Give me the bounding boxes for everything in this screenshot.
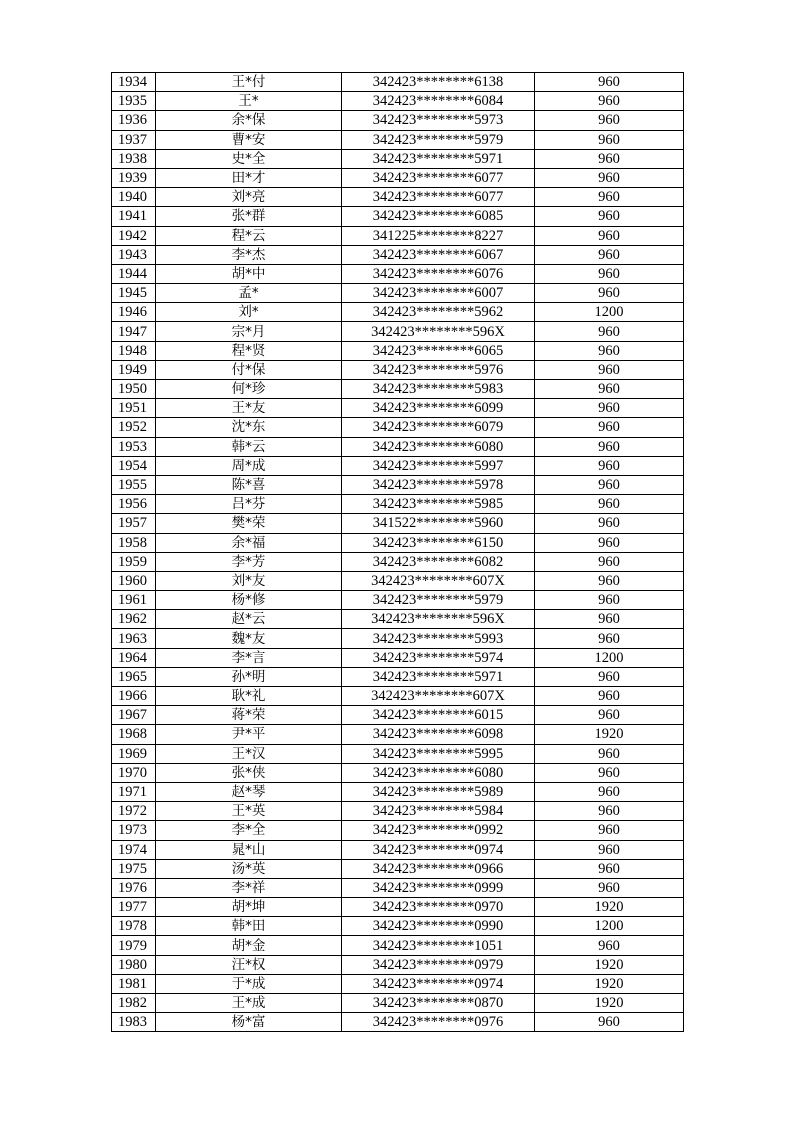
id-number-cell: 342423********5984 (342, 802, 535, 821)
amount-cell: 960 (535, 380, 684, 399)
id-number-cell: 342423********5971 (342, 149, 535, 168)
table-row (112, 840, 684, 859)
roster-table-body (112, 73, 684, 1032)
id-number-cell: 342423********5989 (342, 782, 535, 801)
id-number-cell: 342423********6007 (342, 284, 535, 303)
roster-table (111, 72, 684, 1032)
amount-cell: 960 (535, 418, 684, 437)
name-cell: 余*保 (156, 111, 342, 130)
name-cell: 杨*修 (156, 591, 342, 610)
id-number-cell: 342423********5976 (342, 360, 535, 379)
name-cell: 晁*山 (156, 840, 342, 859)
id-number-cell: 342423********0990 (342, 917, 535, 936)
table-row (112, 92, 684, 111)
table-row (112, 399, 684, 418)
name-cell: 胡*中 (156, 264, 342, 283)
table-row (112, 322, 684, 341)
id-number-cell: 342423********0974 (342, 974, 535, 993)
id-number-cell: 342423********6084 (342, 92, 535, 111)
row-number-cell: 1957 (112, 514, 156, 533)
amount-cell: 960 (535, 245, 684, 264)
amount-cell: 1200 (535, 917, 684, 936)
name-cell: 曹*安 (156, 130, 342, 149)
amount-cell: 960 (535, 533, 684, 552)
row-number-cell: 1940 (112, 188, 156, 207)
row-number-cell: 1941 (112, 207, 156, 226)
table-row (112, 245, 684, 264)
table-row (112, 303, 684, 322)
amount-cell: 1920 (535, 725, 684, 744)
amount-cell: 960 (535, 475, 684, 494)
row-number-cell: 1981 (112, 974, 156, 993)
table-row (112, 168, 684, 187)
amount-cell: 960 (535, 1013, 684, 1032)
id-number-cell: 342423********5997 (342, 456, 535, 475)
row-number-cell: 1936 (112, 111, 156, 130)
table-row (112, 380, 684, 399)
amount-cell: 960 (535, 610, 684, 629)
amount-cell: 960 (535, 591, 684, 610)
table-row (112, 898, 684, 917)
row-number-cell: 1934 (112, 73, 156, 92)
name-cell: 张*侠 (156, 763, 342, 782)
table-row (112, 667, 684, 686)
amount-cell: 960 (535, 495, 684, 514)
name-cell: 韩*云 (156, 437, 342, 456)
id-number-cell: 342423********5978 (342, 475, 535, 494)
row-number-cell: 1935 (112, 92, 156, 111)
id-number-cell: 342423********0999 (342, 878, 535, 897)
name-cell: 韩*田 (156, 917, 342, 936)
name-cell: 胡*金 (156, 936, 342, 955)
table-row (112, 687, 684, 706)
row-number-cell: 1952 (112, 418, 156, 437)
name-cell: 尹*平 (156, 725, 342, 744)
table-row (112, 533, 684, 552)
row-number-cell: 1970 (112, 763, 156, 782)
name-cell: 李*杰 (156, 245, 342, 264)
id-number-cell: 342423********5973 (342, 111, 535, 130)
id-number-cell: 342423********0992 (342, 821, 535, 840)
id-number-cell: 342423********6138 (342, 73, 535, 92)
id-number-cell: 341225********8227 (342, 226, 535, 245)
table-row (112, 475, 684, 494)
amount-cell: 960 (535, 207, 684, 226)
row-number-cell: 1973 (112, 821, 156, 840)
row-number-cell: 1969 (112, 744, 156, 763)
name-cell: 余*福 (156, 533, 342, 552)
table-row (112, 111, 684, 130)
amount-cell: 960 (535, 514, 684, 533)
amount-cell: 960 (535, 744, 684, 763)
amount-cell: 960 (535, 264, 684, 283)
row-number-cell: 1962 (112, 610, 156, 629)
row-number-cell: 1972 (112, 802, 156, 821)
id-number-cell: 342423********5979 (342, 130, 535, 149)
name-cell: 张*群 (156, 207, 342, 226)
table-row (112, 725, 684, 744)
amount-cell: 960 (535, 130, 684, 149)
name-cell: 程*云 (156, 226, 342, 245)
amount-cell: 960 (535, 802, 684, 821)
name-cell: 沈*东 (156, 418, 342, 437)
id-number-cell: 342423********5962 (342, 303, 535, 322)
row-number-cell: 1959 (112, 552, 156, 571)
name-cell: 付*保 (156, 360, 342, 379)
row-number-cell: 1982 (112, 994, 156, 1013)
table-row (112, 495, 684, 514)
amount-cell: 960 (535, 821, 684, 840)
amount-cell: 960 (535, 360, 684, 379)
name-cell: 孙*明 (156, 667, 342, 686)
id-number-cell: 342423********6082 (342, 552, 535, 571)
name-cell: 田*才 (156, 168, 342, 187)
amount-cell: 960 (535, 782, 684, 801)
id-number-cell: 342423********6079 (342, 418, 535, 437)
id-number-cell: 342423********0870 (342, 994, 535, 1013)
name-cell: 王*成 (156, 994, 342, 1013)
name-cell: 吕*芬 (156, 495, 342, 514)
name-cell: 胡*坤 (156, 898, 342, 917)
name-cell: 李*全 (156, 821, 342, 840)
row-number-cell: 1939 (112, 168, 156, 187)
table-row (112, 706, 684, 725)
name-cell: 王*汉 (156, 744, 342, 763)
row-number-cell: 1967 (112, 706, 156, 725)
id-number-cell: 342423********5971 (342, 667, 535, 686)
row-number-cell: 1978 (112, 917, 156, 936)
row-number-cell: 1953 (112, 437, 156, 456)
row-number-cell: 1937 (112, 130, 156, 149)
amount-cell: 960 (535, 629, 684, 648)
row-number-cell: 1971 (112, 782, 156, 801)
row-number-cell: 1980 (112, 955, 156, 974)
table-row (112, 629, 684, 648)
name-cell: 耿*礼 (156, 687, 342, 706)
table-row (112, 341, 684, 360)
table-row (112, 437, 684, 456)
name-cell: 李*言 (156, 648, 342, 667)
amount-cell: 960 (535, 399, 684, 418)
amount-cell: 960 (535, 168, 684, 187)
row-number-cell: 1983 (112, 1013, 156, 1032)
row-number-cell: 1963 (112, 629, 156, 648)
row-number-cell: 1956 (112, 495, 156, 514)
id-number-cell: 342423********596X (342, 322, 535, 341)
amount-cell: 960 (535, 149, 684, 168)
name-cell: 汪*权 (156, 955, 342, 974)
id-number-cell: 342423********1051 (342, 936, 535, 955)
row-number-cell: 1951 (112, 399, 156, 418)
id-number-cell: 342423********5983 (342, 380, 535, 399)
id-number-cell: 342423********6065 (342, 341, 535, 360)
id-number-cell: 342423********6077 (342, 188, 535, 207)
table-row (112, 418, 684, 437)
table-row (112, 149, 684, 168)
name-cell: 宗*月 (156, 322, 342, 341)
name-cell: 刘*友 (156, 571, 342, 590)
row-number-cell: 1947 (112, 322, 156, 341)
id-number-cell: 341522********5960 (342, 514, 535, 533)
table-row (112, 917, 684, 936)
name-cell: 赵*云 (156, 610, 342, 629)
name-cell: 杨*富 (156, 1013, 342, 1032)
id-number-cell: 342423********607X (342, 687, 535, 706)
table-row (112, 226, 684, 245)
amount-cell: 960 (535, 571, 684, 590)
name-cell: 刘* (156, 303, 342, 322)
id-number-cell: 342423********607X (342, 571, 535, 590)
name-cell: 史*全 (156, 149, 342, 168)
amount-cell: 960 (535, 284, 684, 303)
amount-cell: 960 (535, 437, 684, 456)
row-number-cell: 1961 (112, 591, 156, 610)
table-row (112, 591, 684, 610)
id-number-cell: 342423********5979 (342, 591, 535, 610)
name-cell: 赵*琴 (156, 782, 342, 801)
row-number-cell: 1966 (112, 687, 156, 706)
id-number-cell: 342423********6080 (342, 437, 535, 456)
amount-cell: 960 (535, 840, 684, 859)
table-row (112, 763, 684, 782)
amount-cell: 960 (535, 111, 684, 130)
name-cell: 王*友 (156, 399, 342, 418)
id-number-cell: 342423********6015 (342, 706, 535, 725)
row-number-cell: 1944 (112, 264, 156, 283)
name-cell: 汤*英 (156, 859, 342, 878)
id-number-cell: 342423********5995 (342, 744, 535, 763)
table-row (112, 936, 684, 955)
id-number-cell: 342423********5974 (342, 648, 535, 667)
name-cell: 于*成 (156, 974, 342, 993)
name-cell: 李*芳 (156, 552, 342, 571)
amount-cell: 1200 (535, 303, 684, 322)
amount-cell: 960 (535, 936, 684, 955)
row-number-cell: 1955 (112, 475, 156, 494)
name-cell: 魏*友 (156, 629, 342, 648)
table-row (112, 1013, 684, 1032)
name-cell: 周*成 (156, 456, 342, 475)
amount-cell: 960 (535, 456, 684, 475)
id-number-cell: 342423********6076 (342, 264, 535, 283)
amount-cell: 960 (535, 226, 684, 245)
table-row (112, 878, 684, 897)
id-number-cell: 342423********0974 (342, 840, 535, 859)
row-number-cell: 1945 (112, 284, 156, 303)
name-cell: 刘*亮 (156, 188, 342, 207)
table-row (112, 802, 684, 821)
id-number-cell: 342423********6098 (342, 725, 535, 744)
row-number-cell: 1938 (112, 149, 156, 168)
amount-cell: 960 (535, 73, 684, 92)
table-row (112, 859, 684, 878)
name-cell: 孟* (156, 284, 342, 303)
amount-cell: 960 (535, 763, 684, 782)
id-number-cell: 342423********5985 (342, 495, 535, 514)
row-number-cell: 1977 (112, 898, 156, 917)
id-number-cell: 342423********6099 (342, 399, 535, 418)
table-row (112, 974, 684, 993)
table-row (112, 360, 684, 379)
amount-cell: 960 (535, 706, 684, 725)
name-cell: 王* (156, 92, 342, 111)
amount-cell: 960 (535, 322, 684, 341)
id-number-cell: 342423********0966 (342, 859, 535, 878)
table-row (112, 207, 684, 226)
id-number-cell: 342423********6085 (342, 207, 535, 226)
amount-cell: 960 (535, 667, 684, 686)
table-row (112, 130, 684, 149)
table-row (112, 994, 684, 1013)
table-row (112, 571, 684, 590)
id-number-cell: 342423********6080 (342, 763, 535, 782)
id-number-cell: 342423********596X (342, 610, 535, 629)
table-row (112, 73, 684, 92)
table-row (112, 744, 684, 763)
row-number-cell: 1954 (112, 456, 156, 475)
table-row (112, 264, 684, 283)
table-row (112, 610, 684, 629)
row-number-cell: 1950 (112, 380, 156, 399)
amount-cell: 960 (535, 188, 684, 207)
id-number-cell: 342423********5993 (342, 629, 535, 648)
row-number-cell: 1946 (112, 303, 156, 322)
name-cell: 何*珍 (156, 380, 342, 399)
amount-cell: 960 (535, 878, 684, 897)
amount-cell: 960 (535, 859, 684, 878)
row-number-cell: 1942 (112, 226, 156, 245)
row-number-cell: 1964 (112, 648, 156, 667)
amount-cell: 960 (535, 552, 684, 571)
amount-cell: 960 (535, 687, 684, 706)
row-number-cell: 1975 (112, 859, 156, 878)
name-cell: 王*英 (156, 802, 342, 821)
amount-cell: 1920 (535, 974, 684, 993)
row-number-cell: 1976 (112, 878, 156, 897)
row-number-cell: 1960 (112, 571, 156, 590)
table-row (112, 284, 684, 303)
amount-cell: 1200 (535, 648, 684, 667)
row-number-cell: 1943 (112, 245, 156, 264)
row-number-cell: 1968 (112, 725, 156, 744)
name-cell: 李*祥 (156, 878, 342, 897)
table-row (112, 648, 684, 667)
table-row (112, 552, 684, 571)
amount-cell: 1920 (535, 955, 684, 974)
table-row (112, 188, 684, 207)
table-row (112, 821, 684, 840)
row-number-cell: 1979 (112, 936, 156, 955)
amount-cell: 1920 (535, 994, 684, 1013)
name-cell: 程*贤 (156, 341, 342, 360)
id-number-cell: 342423********0970 (342, 898, 535, 917)
amount-cell: 960 (535, 92, 684, 111)
row-number-cell: 1958 (112, 533, 156, 552)
table-row (112, 514, 684, 533)
id-number-cell: 342423********6150 (342, 533, 535, 552)
name-cell: 王*付 (156, 73, 342, 92)
amount-cell: 960 (535, 341, 684, 360)
id-number-cell: 342423********6077 (342, 168, 535, 187)
id-number-cell: 342423********0976 (342, 1013, 535, 1032)
id-number-cell: 342423********0979 (342, 955, 535, 974)
row-number-cell: 1949 (112, 360, 156, 379)
name-cell: 樊*荣 (156, 514, 342, 533)
row-number-cell: 1948 (112, 341, 156, 360)
row-number-cell: 1965 (112, 667, 156, 686)
amount-cell: 1920 (535, 898, 684, 917)
row-number-cell: 1974 (112, 840, 156, 859)
name-cell: 陈*喜 (156, 475, 342, 494)
table-row (112, 782, 684, 801)
table-row (112, 456, 684, 475)
name-cell: 蒋*荣 (156, 706, 342, 725)
id-number-cell: 342423********6067 (342, 245, 535, 264)
table-row (112, 955, 684, 974)
